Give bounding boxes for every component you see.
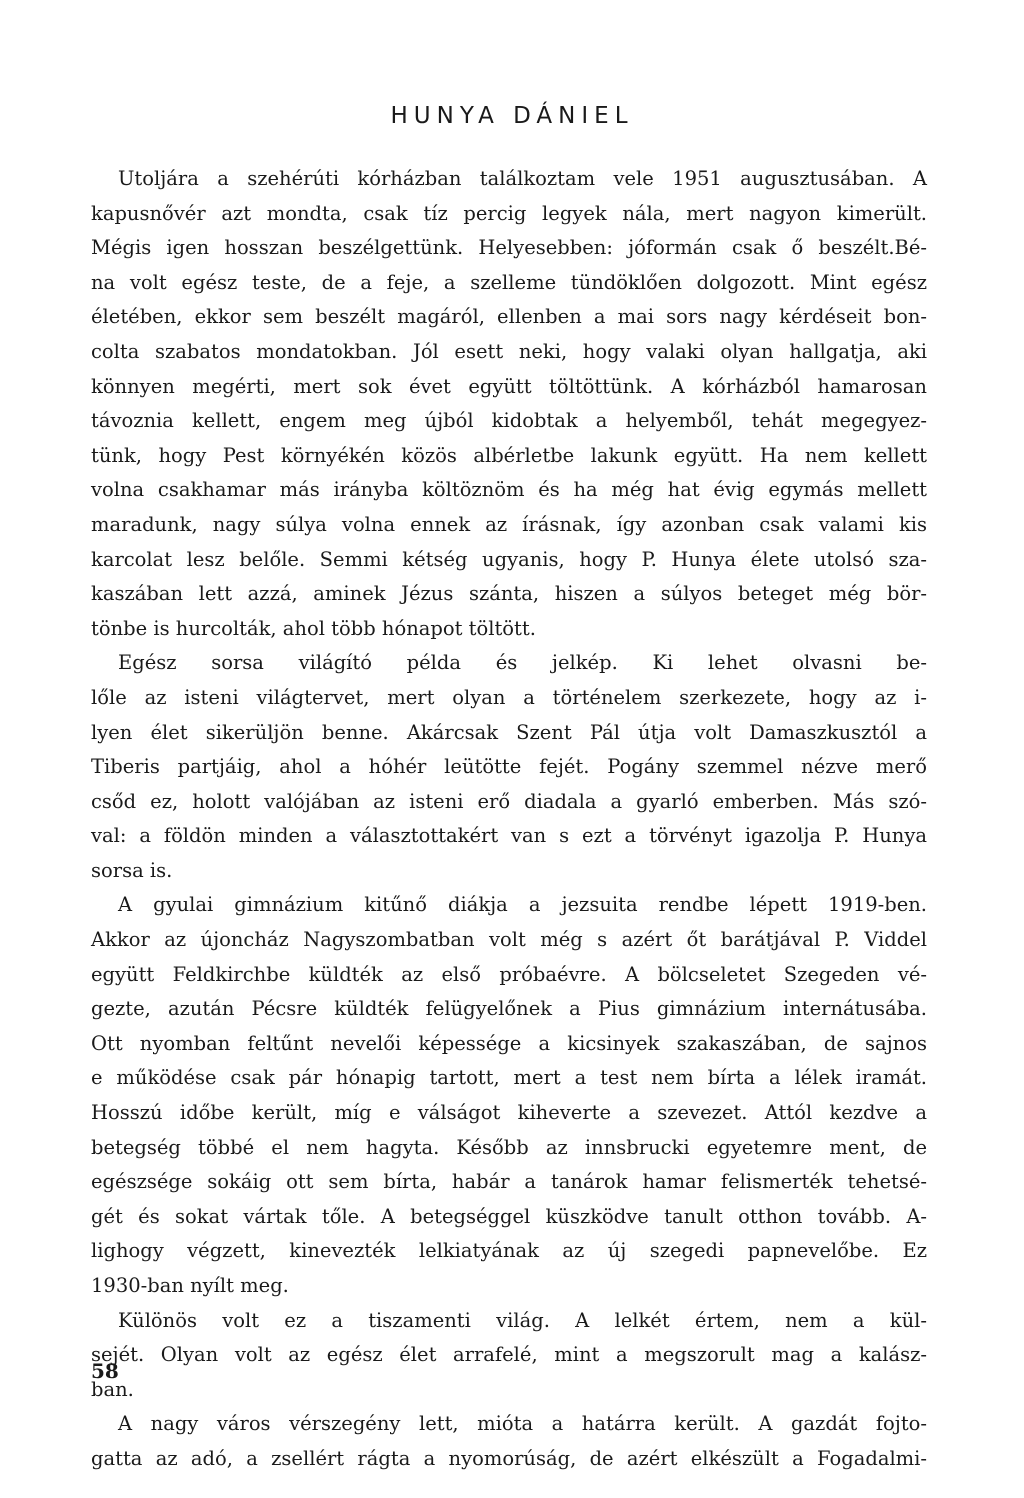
text-line: karcolat lesz belőle. Semmi kétség ugyanis, hogy P. Hunya élete utolsó sza- [91, 547, 927, 571]
text-line: Utoljára a szehérúti kórházban találkoztam vele 1951 augusztusában. A [118, 167, 927, 190]
text-line: távoznia kellett, engem meg újból kidobtak a helyemből, tehát megegyez- [91, 409, 927, 433]
text-line: egészsége sokáig ott sem bírta, habár a tanárok hamar felismerték tehetsé- [91, 1170, 927, 1194]
text-line: 1930-ban nyílt meg. [91, 1274, 289, 1297]
paragraph [91, 888, 927, 1303]
text-line: együtt Feldkirchbe küldték az első próbaévre. A bölcseletet Szegeden vé- [91, 962, 927, 986]
page-number: 58 [91, 1359, 119, 1383]
text-line: betegség többé el nem hagyta. Később az innsbrucki egyetemre ment, de [91, 1135, 927, 1159]
text-line: tönbe is hurcolták, ahol több hónapot töltött. [91, 616, 536, 640]
text-line: Mégis igen hosszan beszélgettünk. Helyesebben: jóformán csak ő beszélt.Bé- [91, 236, 927, 260]
text-line: könnyen megérti, mert sok évet együtt töltöttünk. A kórházból hamarosan [91, 374, 927, 398]
text-line: Akkor az újoncház Nagyszombatban volt még s azért őt barátjával P. Viddel [91, 928, 927, 952]
text-line: val: a földön minden a választottakért van s ezt a törvényt igazolja P. Hunya [91, 824, 927, 848]
text-line: na volt egész teste, de a feje, a szelleme tündöklően dolgozott. Mint egész [91, 270, 927, 294]
text-line: lyen élet sikerüljön benne. Akárcsak Szent Pál útja volt Damaszkusztól a [91, 720, 927, 744]
chapter-title: HUNYA DÁNIEL [390, 103, 634, 129]
text-line: gatta az adó, a zsellért rágta a nyomorúság, de azért elkészült a Fogadalmi- [91, 1446, 927, 1470]
text-line: colta szabatos mondatokban. Jól esett neki, hogy valaki olyan hallgatja, aki [91, 339, 927, 363]
text-line: A gyulai gimnázium kitűnő diákja a jezsuita rendbe lépett 1919-ben. [118, 893, 927, 917]
text-line: Ott nyomban feltűnt nevelői képessége a kicsinyek szakaszában, de sajnos [91, 1031, 927, 1055]
body-text [91, 162, 927, 1477]
text-line: Hosszú időbe került, míg e válságot kiheverte a szevezet. Attól kezdve a [91, 1101, 927, 1125]
paragraph [91, 1407, 927, 1476]
text-line: gét és sokat vártak tőle. A betegséggel küszködve tanult otthon tovább. A- [91, 1204, 927, 1228]
text-line: volna csakhamar más irányba költöznöm és ha még hat évig egymás mellett [91, 478, 927, 502]
text-line: Tiberis partjáig, ahol a hóhér leütötte fejét. Pogány szemmel nézve merő [91, 755, 927, 779]
paragraph [91, 1304, 927, 1408]
text-line: e működése csak pár hónapig tartott, mert a test nem bírta a lélek iramát. [91, 1066, 927, 1090]
text-line: sejét. Olyan volt az egész élet arrafelé, mint a megszorult mag a kalász- [91, 1343, 927, 1367]
text-line: életében, ekkor sem beszélt magáról, ellenben a mai sors nagy kérdéseit bon- [91, 305, 927, 329]
text-line: kaszában lett azzá, aminek Jézus szánta, hiszen a súlyos beteget még bör- [91, 582, 927, 606]
paragraph [91, 162, 927, 646]
text-line: maradunk, nagy súlya volna ennek az írásnak, így azonban csak valami kis [91, 512, 927, 536]
text-line: A nagy város vérszegény lett, mióta a határra került. A gazdát fojto- [118, 1412, 927, 1436]
text-line: ban. [91, 1377, 134, 1401]
text-line: csőd ez, holott valójában az isteni erő diadala a gyarló emberben. Más szó- [91, 789, 927, 813]
text-line: lighogy végzett, kinevezték lelkiatyának az új szegedi papnevelőbe. Ez [91, 1239, 927, 1263]
text-line: kapusnővér azt mondta, csak tíz percig legyek nála, mert nagyon kimerült. [91, 201, 927, 225]
text-line: tünk, hogy Pest környékén közös albérletbe lakunk együtt. Ha nem kellett [91, 443, 927, 467]
text-line: Különös volt ez a tiszamenti világ. A lelkét értem, nem a kül- [118, 1308, 927, 1332]
text-line: Egész sorsa világító példa és jelkép. Ki lehet olvasni be- [118, 651, 927, 675]
paragraph [91, 646, 927, 888]
text-line: gezte, azután Pécsre küldték felügyelőnek a Pius gimnázium internátusába. [91, 997, 927, 1021]
text-line: sorsa is. [91, 858, 173, 882]
text-line: lőle az isteni világtervet, mert olyan a történelem szerkezete, hogy az i- [91, 685, 927, 709]
